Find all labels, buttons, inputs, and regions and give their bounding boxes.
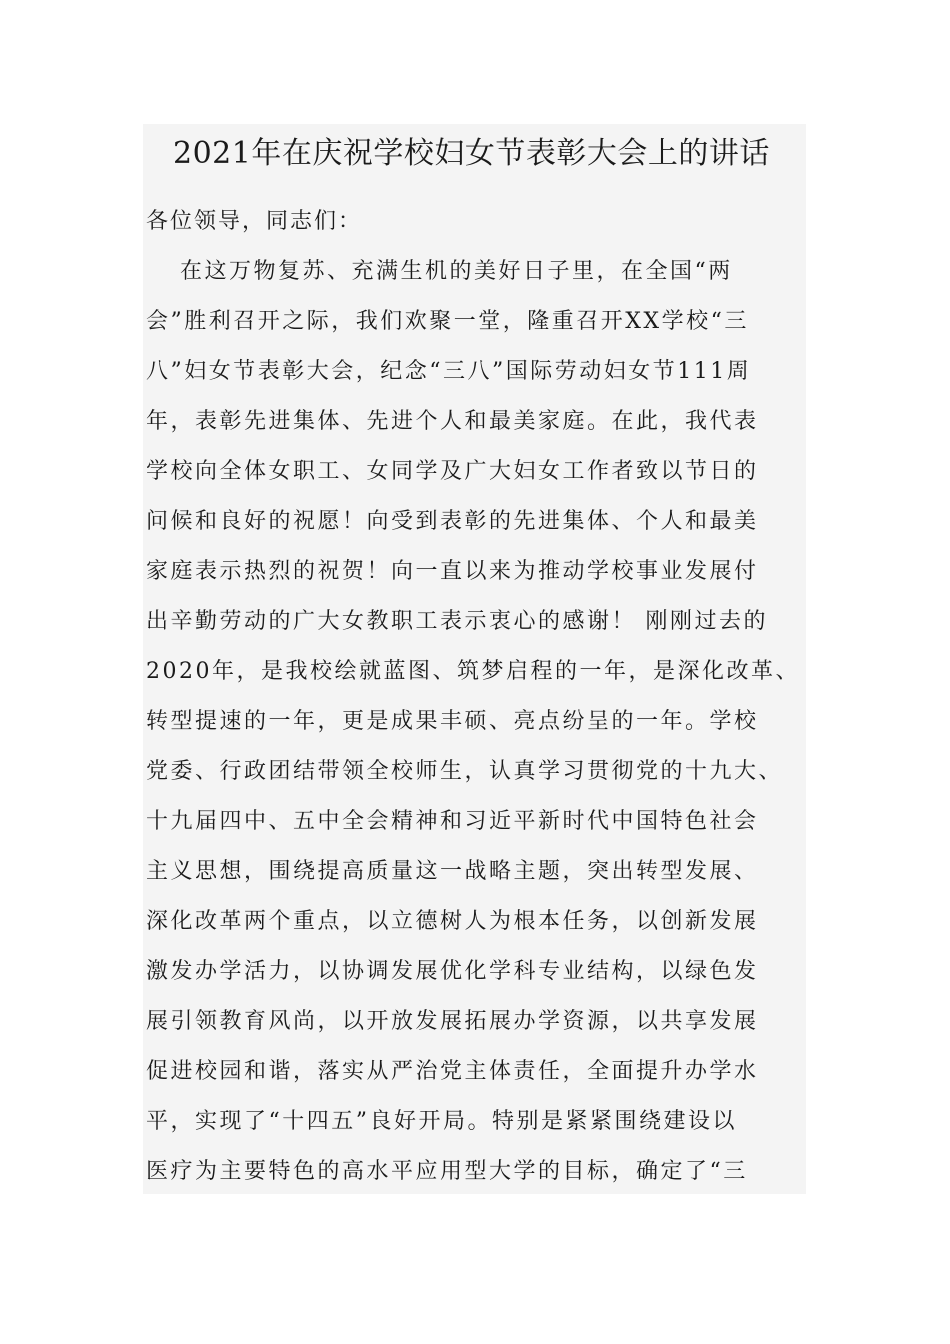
body-line: 出辛勤劳动的广大女教职工表示衷心的感谢！ 刚刚过去的 — [146, 609, 768, 634]
body-line: 2020年，是我校绘就蓝图、筑梦启程的一年，是深化改革、 — [146, 659, 800, 684]
body-line: 促进校园和谐，落实从严治党主体责任，全面提升办学水 — [146, 1059, 759, 1084]
body-line: 党委、行政团结带领全校师生，认真学习贯彻党的十九大、 — [146, 759, 784, 784]
body-line: 转型提速的一年，更是成果丰硕、亮点纷呈的一年。学校 — [146, 709, 759, 734]
body-line: 学校向全体女职工、女同学及广大妇女工作者致以节日的 — [146, 459, 759, 484]
document-page — [143, 124, 806, 1194]
body-line: 年，表彰先进集体、先进个人和最美家庭。在此，我代表 — [146, 409, 759, 434]
body-line: 激发办学活力，以协调发展优化学科专业结构，以绿色发 — [146, 959, 759, 984]
body-line: 八”妇女节表彰大会，纪念“三八”国际劳动妇女节111周 — [146, 359, 752, 384]
document-title: 2021年在庆祝学校妇女节表彰大会上的讲话 — [173, 136, 770, 171]
body-line: 医疗为主要特色的高水平应用型大学的目标，确定了“三 — [146, 1159, 748, 1184]
body-line: 深化改革两个重点，以立德树人为根本任务，以创新发展 — [146, 909, 759, 934]
body-line: 问候和良好的祝愿！向受到表彰的先进集体、个人和最美 — [146, 509, 759, 534]
body-line: 展引领教育风尚，以开放发展拓展办学资源，以共享发展 — [146, 1009, 759, 1034]
body-line: 家庭表示热烈的祝贺！向一直以来为推动学校事业发展付 — [146, 559, 759, 584]
body-paragraph — [146, 254, 806, 1204]
body-line: 主义思想，围绕提高质量这一战略主题，突出转型发展、 — [146, 859, 759, 884]
body-line: 在这万物复苏、充满生机的美好日子里，在全国“两 — [180, 259, 733, 284]
salutation: 各位领导，同志们： — [146, 209, 363, 234]
body-line: 会”胜利召开之际，我们欢聚一堂，隆重召开XX学校“三 — [146, 309, 749, 334]
body-line: 十九届四中、五中全会精神和习近平新时代中国特色社会 — [146, 809, 759, 834]
body-line: 平，实现了“十四五”良好开局。特别是紧紧围绕建设以 — [146, 1109, 737, 1134]
